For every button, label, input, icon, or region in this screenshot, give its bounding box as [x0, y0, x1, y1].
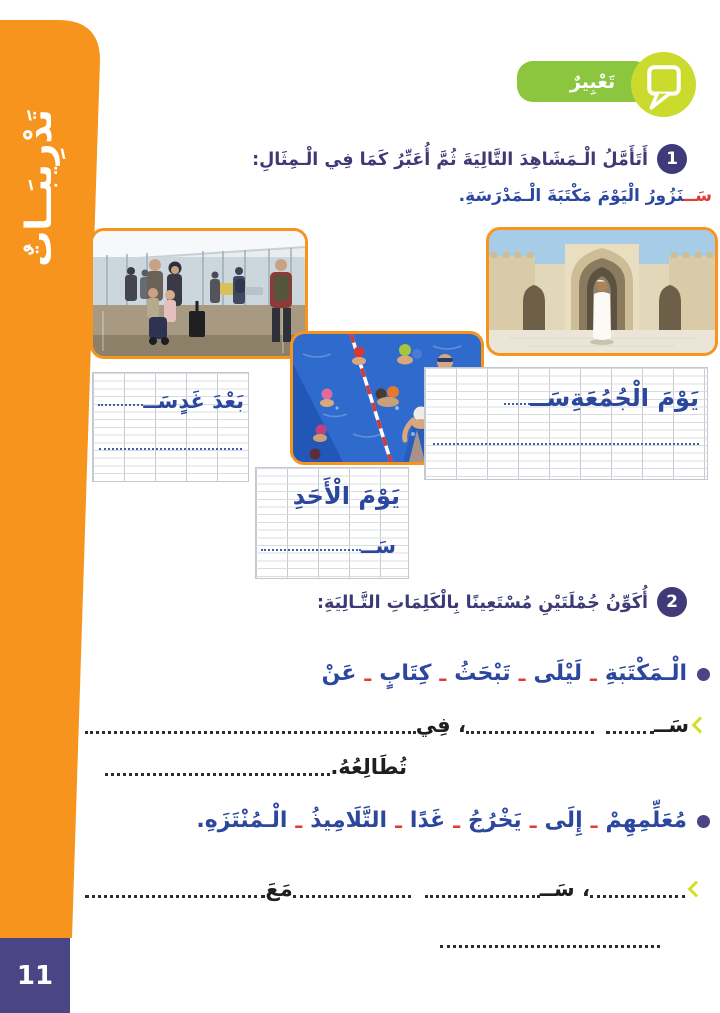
answer-line-2: [85, 872, 702, 906]
prompt-friday: يَوْمَ الْجُمُعَةِ: [570, 384, 699, 412]
answer1-s-prefix: سَــ: [653, 713, 689, 737]
prompt-after-tomorrow: بَعْدَ غَدٍ: [178, 389, 244, 413]
expression-badge: تَعْبِيرٌ: [517, 61, 650, 102]
example-rest: نَزُورُ الْيَوْمَ مَكْتَبَةَ الْـمَدْرَسَةِ.: [458, 186, 684, 206]
prompt-friday-prefix: سَــ: [530, 384, 571, 412]
word: عَنْ: [321, 661, 357, 686]
dotted-answer-blank: [99, 444, 242, 450]
dash-separator: ـ: [364, 662, 372, 686]
dotted-answer-blank: [433, 439, 699, 445]
speech-bubble-icon: [631, 52, 696, 117]
dotted-answer-blank: [85, 891, 265, 898]
writing-grid-sunday: [255, 467, 409, 579]
chevron-left-icon: [688, 881, 705, 898]
dash-separator: ـ: [453, 809, 461, 833]
prompt-sunday-prefix: سَــ: [360, 534, 396, 558]
dotted-answer-blank: [590, 891, 685, 898]
dash-separator: ـ: [395, 809, 402, 833]
dotted-answer-blank: [293, 891, 411, 898]
page-number: 11: [0, 938, 70, 1013]
answer2-comma-s-prefix: ، سَــ: [539, 877, 590, 901]
word: مُعَلِّمِهِمْ: [605, 808, 687, 833]
word: تَبْحَثُ: [454, 661, 511, 686]
answer1-comma-fi: ، فِي: [415, 713, 466, 737]
prompt-sunday: يَوْمَ الْأَحَدِ: [292, 482, 400, 510]
dash-separator: ـ: [589, 662, 597, 686]
dotted-answer-blank: [425, 891, 540, 898]
exercise1-title: أَتَأَمَّلُ الْـمَشَاهِدَ التَّالِيَةَ ثُمَّ أُعَبِّرُ كَمَا فِي الْـمِثَالِ:: [252, 150, 648, 170]
answer-line-1: [85, 708, 706, 742]
word-list-1: [322, 652, 710, 696]
dash-separator: ـ: [295, 809, 303, 833]
answer2-maa-word: مَعَ: [265, 877, 293, 901]
answer-line-2-continuation: [440, 940, 660, 956]
dotted-answer-blank: [98, 400, 143, 406]
dotted-answer-blank: [85, 727, 416, 734]
word-list-2: [196, 799, 710, 843]
dash-separator: ـ: [590, 809, 598, 833]
word: الْـمَكْتَبَةِ: [604, 661, 687, 686]
dash-separator: ـ: [529, 809, 537, 833]
writing-grid-after-tomorrow: [92, 372, 249, 482]
prompt-after-tomorrow-prefix: سَــ: [143, 389, 179, 413]
dotted-answer-blank: [105, 769, 330, 776]
dash-separator: ـ: [439, 662, 447, 686]
word: غَدًا: [409, 808, 446, 833]
airport-travelers-photo: [90, 228, 308, 359]
word: كِتَابٍ: [379, 661, 432, 686]
exercise1-example-sentence: [459, 186, 712, 206]
word: الْـمُنْتَزَهِ.: [196, 808, 288, 833]
dash-separator: ـ: [518, 662, 526, 686]
word: يَخْرُجُ: [468, 808, 522, 833]
dotted-answer-blank: [261, 545, 361, 551]
writing-grid-friday: [424, 367, 708, 480]
word: لَيْلَى: [533, 661, 582, 686]
exercise2-number-circle: 2: [657, 587, 687, 617]
dotted-answer-blank: [504, 399, 530, 405]
dotted-answer-blank: [606, 727, 654, 734]
bullet-icon: [697, 815, 710, 828]
exercise1-number-circle: 1: [657, 144, 687, 174]
airport-photo-illustration: [93, 231, 305, 356]
mosque-photo-illustration: [489, 230, 715, 353]
dotted-answer-blank: [466, 727, 594, 734]
word: إِلَى: [544, 808, 583, 833]
exercise2-title: أُكَوِّنُ جُمْلَتَيْنِ مُسْتَعِينًا بِالْكَلِمَاتِ التَّـالِيَةِ:: [316, 593, 648, 613]
answer-line-1-continuation: [105, 748, 407, 784]
word: التَّلَامِيذُ: [310, 808, 388, 833]
example-future-prefix: سَــ: [683, 186, 712, 206]
chevron-left-icon: [692, 717, 709, 734]
dotted-answer-blank: [440, 941, 660, 948]
answer1-end-word: تُطَالِعُهُ.: [330, 755, 407, 779]
bullet-icon: [697, 668, 710, 681]
sidebar-exercises-label: تَدْرِيبَــاتٌ: [19, 109, 60, 267]
mosque-courtyard-photo: [486, 227, 718, 356]
